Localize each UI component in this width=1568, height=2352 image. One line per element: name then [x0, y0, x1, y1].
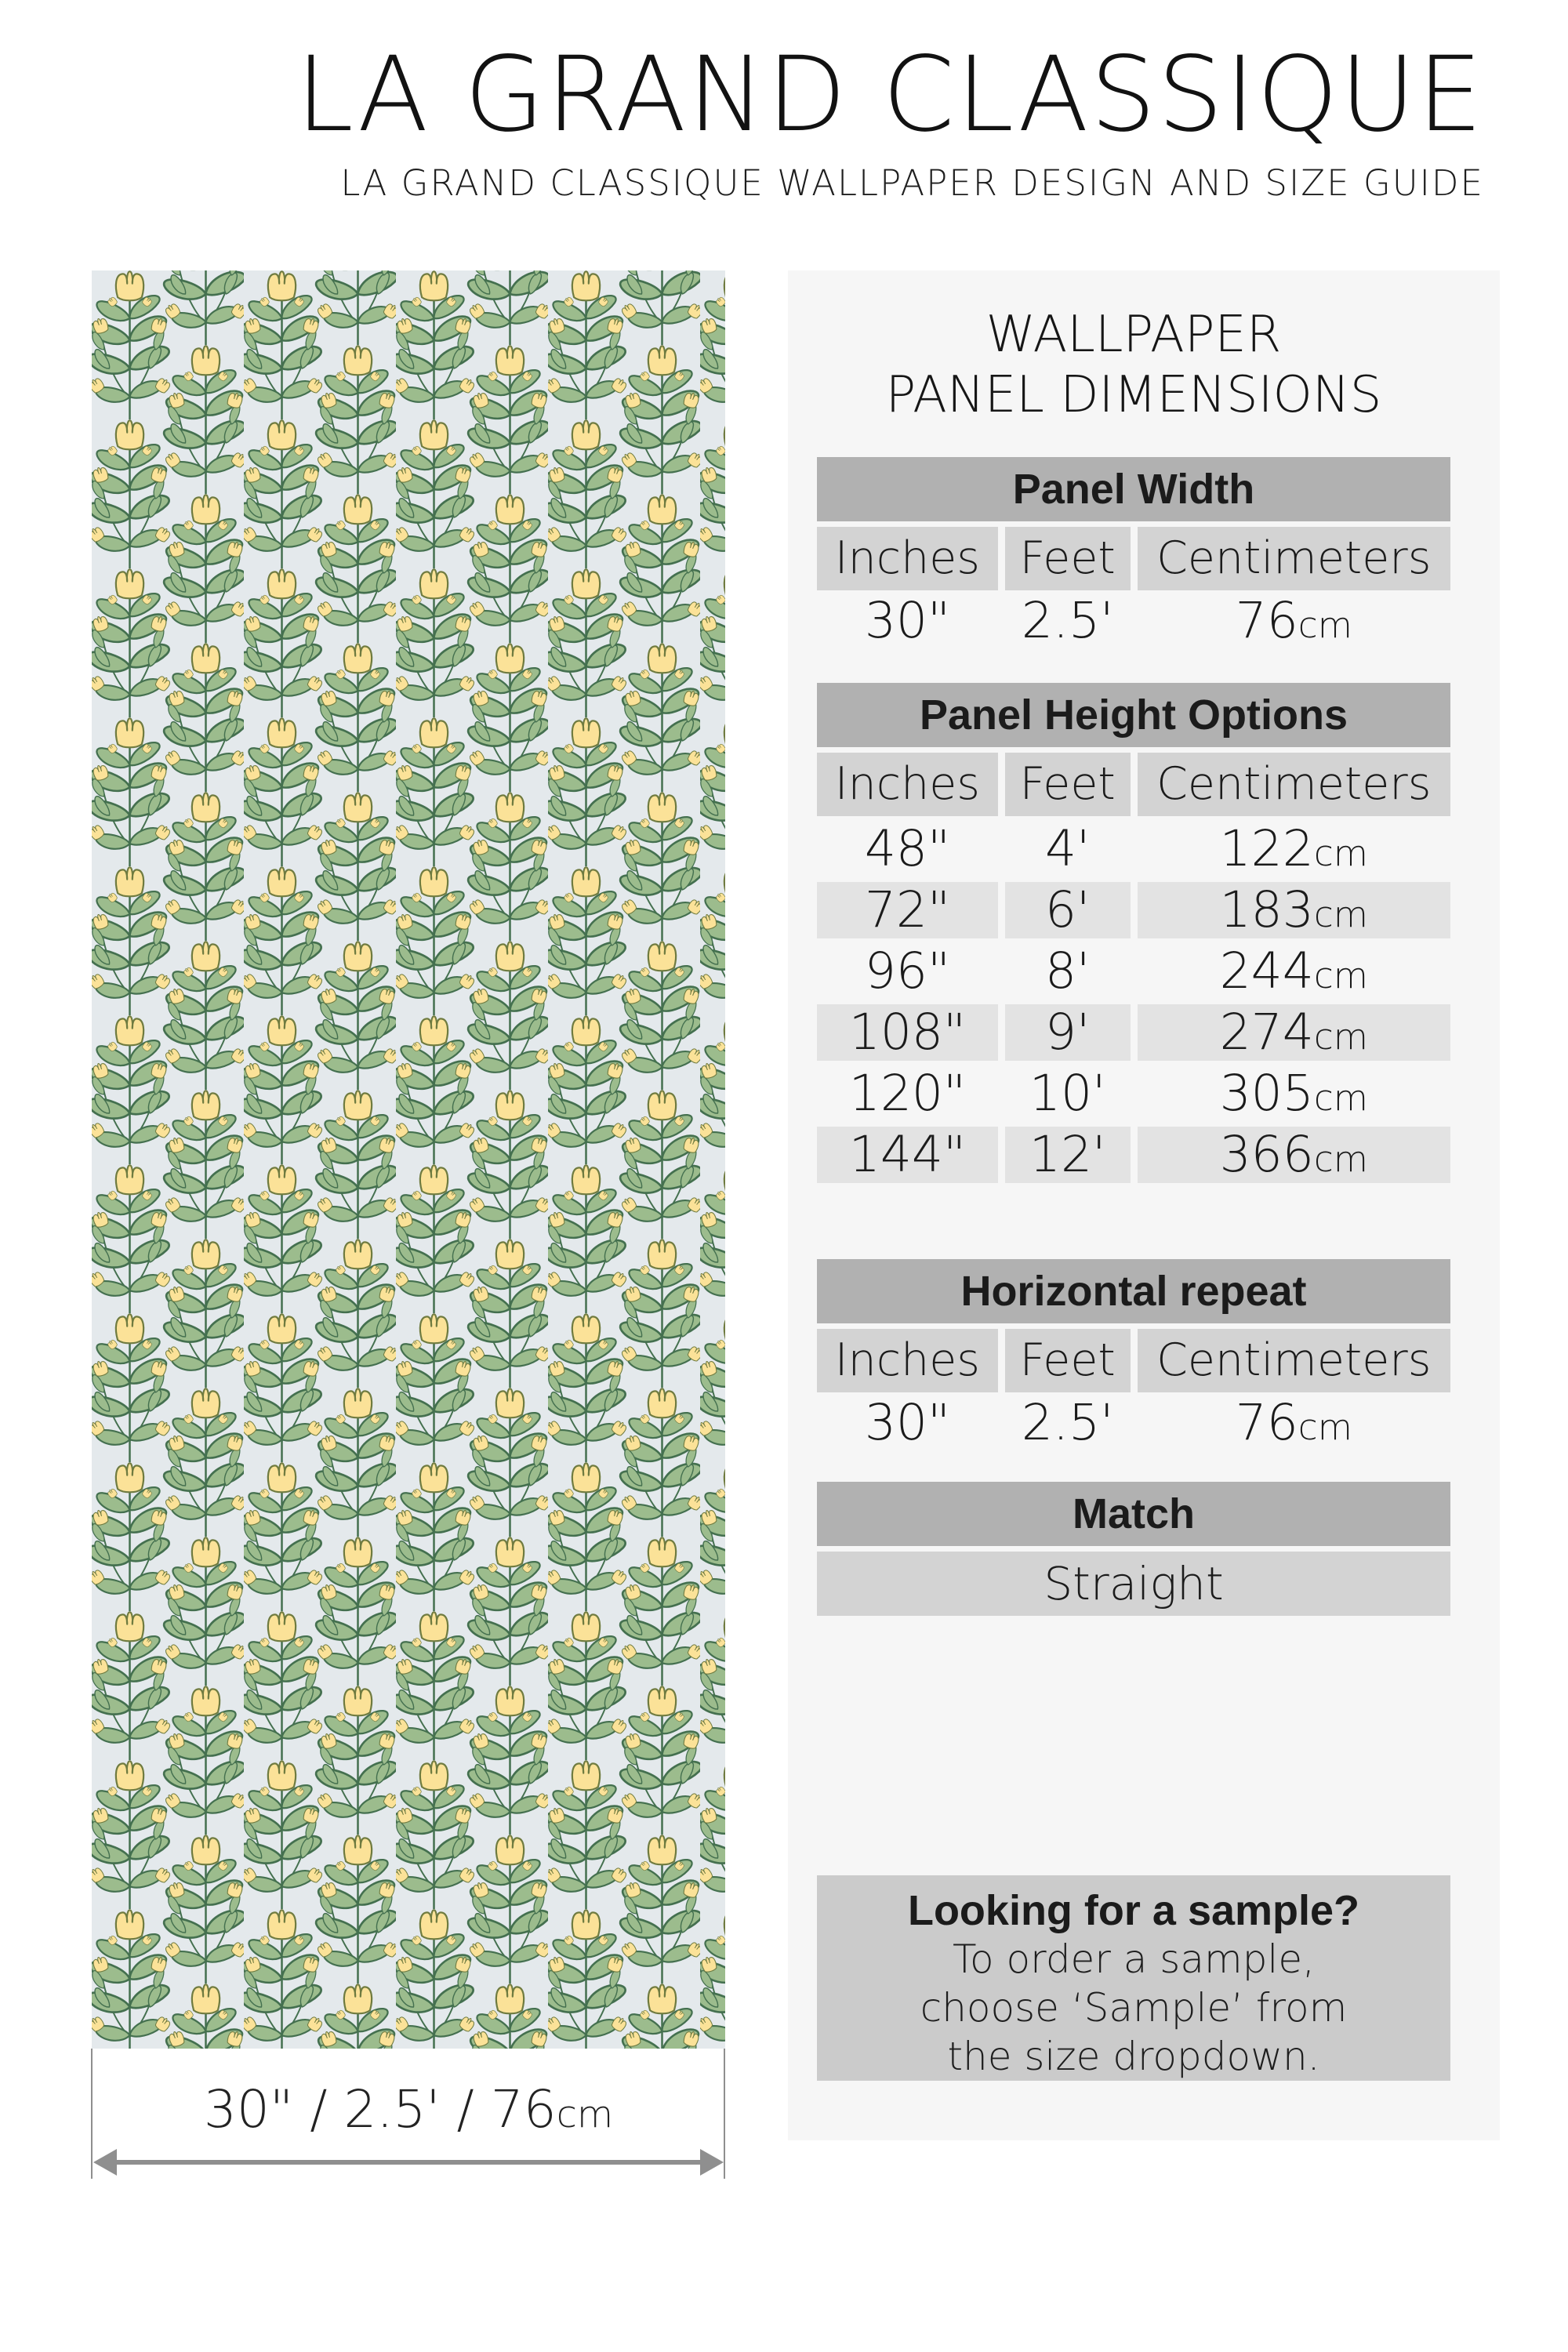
cell-value: 305cm	[1219, 1065, 1368, 1122]
cell-value: 72"	[817, 882, 998, 938]
section-header: Panel Width	[817, 457, 1450, 521]
cell-value: 30"	[864, 1394, 950, 1451]
cell-value: 2.5'	[1021, 1394, 1114, 1451]
dimensions-title-line1: WALLPAPER	[985, 306, 1282, 364]
dimensions-title-line2: PANEL DIMENSIONS	[885, 366, 1382, 424]
match-section-header: Match	[817, 1482, 1450, 1546]
match-value: Straight	[817, 1552, 1450, 1616]
section-horizontal-repeat	[817, 1259, 1450, 1449]
brand-title: LA GRAND CLASSIQUE	[296, 34, 1484, 155]
section-header: Panel Height Options	[817, 683, 1450, 747]
table-row	[817, 1394, 1450, 1451]
section-panel-height-options	[817, 683, 1450, 1183]
column-header-centimeters: Centimeters	[1138, 1329, 1450, 1392]
cell-value: 366cm	[1138, 1127, 1450, 1183]
column-header-row	[817, 1329, 1450, 1392]
width-measure-arrow-icon	[92, 2139, 725, 2186]
column-header-inches: Inches	[817, 1329, 998, 1392]
table-row	[817, 821, 1450, 877]
sample-body-line: choose ‘Sample’ from	[920, 1985, 1348, 2031]
column-header-feet: Feet	[1005, 1329, 1131, 1392]
column-header-inches: Inches	[817, 753, 998, 816]
cell-value: 8'	[1044, 942, 1091, 1000]
column-header-feet: Feet	[1005, 527, 1131, 590]
cell-value: 183cm	[1138, 882, 1450, 938]
cell-value: 96"	[864, 942, 950, 1000]
cell-value: 76cm	[1235, 1394, 1352, 1451]
sample-body-line: To order a sample,	[953, 1936, 1315, 1982]
table-row	[817, 592, 1450, 649]
column-header-feet: Feet	[1005, 753, 1131, 816]
table-row	[817, 1004, 1450, 1061]
table-row	[817, 1127, 1450, 1183]
cell-value: 120"	[848, 1065, 966, 1122]
cell-value: 10'	[1029, 1065, 1106, 1122]
cell-value: 244cm	[1219, 942, 1368, 1000]
cell-value: 108"	[817, 1004, 998, 1061]
column-header-row	[817, 527, 1450, 590]
cell-value: 6'	[1005, 882, 1131, 938]
column-header-row	[817, 753, 1450, 816]
wallpaper-pattern	[92, 270, 725, 2049]
sample-info-box	[817, 1875, 1450, 2081]
wallpaper-panel-preview	[92, 270, 725, 2049]
cell-value: 76cm	[1235, 592, 1352, 649]
panel-width-label: 30" / 2.5' / 76cm	[203, 2079, 614, 2140]
cell-value: 122cm	[1219, 820, 1368, 877]
cell-value: 2.5'	[1021, 592, 1114, 649]
table-row	[817, 882, 1450, 938]
dimensions-table	[817, 457, 1450, 1449]
section-panel-width	[817, 457, 1450, 647]
dimensions-panel	[788, 270, 1500, 2140]
cell-value: 144"	[817, 1127, 998, 1183]
dimensions-title	[817, 270, 1450, 426]
column-header-inches: Inches	[817, 527, 998, 590]
cell-value: 48"	[864, 820, 950, 877]
column-header-centimeters: Centimeters	[1138, 753, 1450, 816]
cell-value: 274cm	[1138, 1004, 1450, 1061]
cell-value: 9'	[1005, 1004, 1131, 1061]
table-row	[817, 1065, 1450, 1122]
brand-header	[0, 34, 1484, 204]
section-header: Horizontal repeat	[817, 1259, 1450, 1323]
column-header-centimeters: Centimeters	[1138, 527, 1450, 590]
cell-value: 30"	[864, 592, 950, 649]
table-row	[817, 943, 1450, 1000]
cell-value: 4'	[1044, 820, 1091, 877]
sample-heading: Looking for a sample?	[907, 1887, 1360, 1934]
cell-value: 12'	[1005, 1127, 1131, 1183]
brand-subtitle: LA GRAND CLASSIQUE WALLPAPER DESIGN AND SIZE GUIDE	[340, 162, 1484, 204]
sample-body-line: the size dropdown.	[947, 2034, 1320, 2079]
